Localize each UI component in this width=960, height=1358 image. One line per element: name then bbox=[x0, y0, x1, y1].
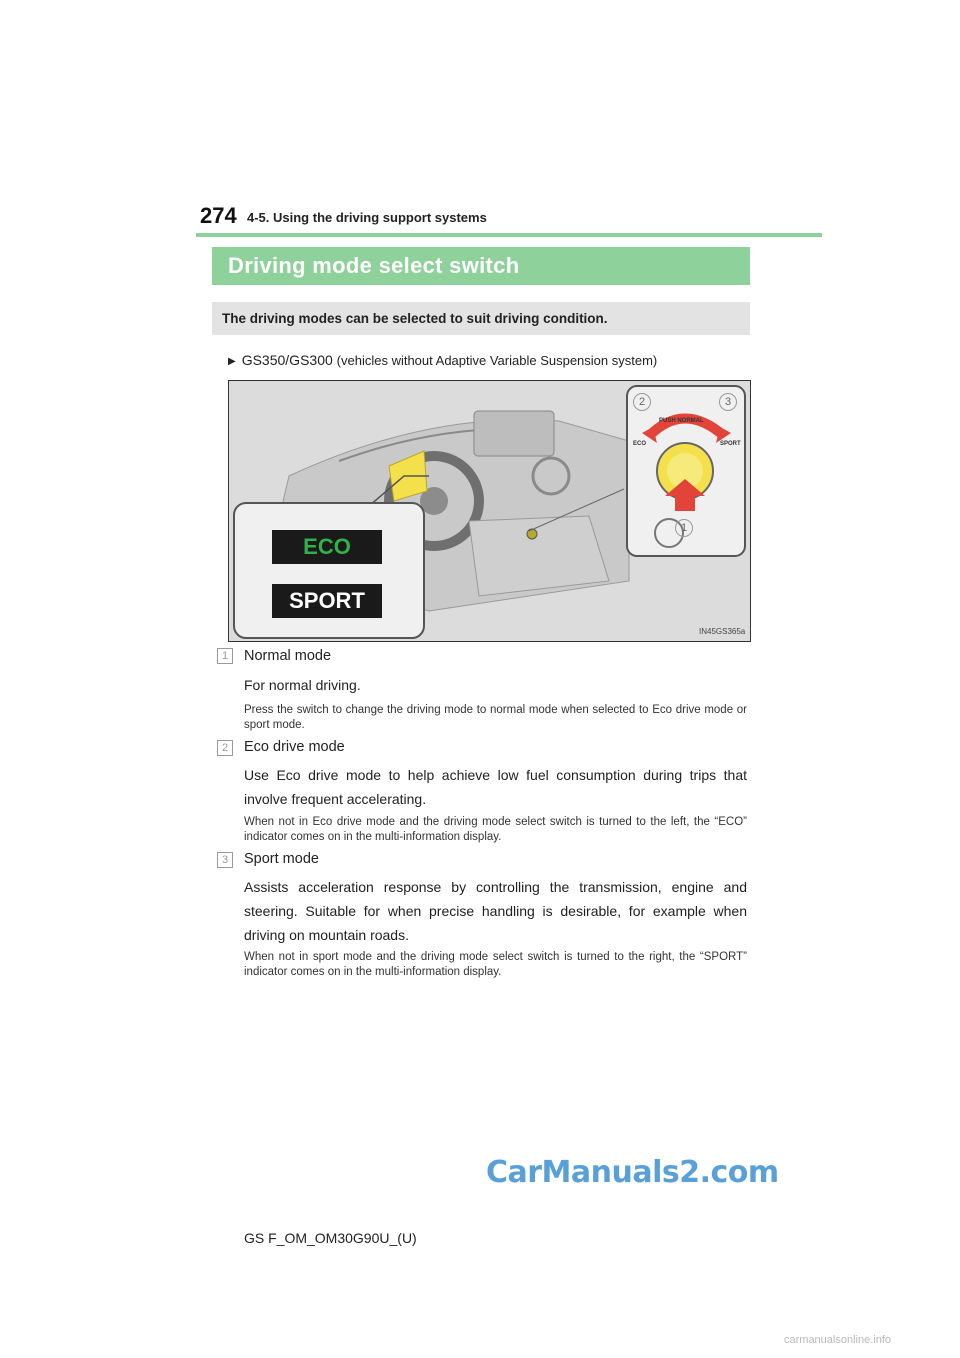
mode-number-2: 2 bbox=[217, 740, 233, 756]
header-rule bbox=[196, 233, 822, 237]
dashboard-illustration bbox=[228, 380, 751, 642]
title-bar bbox=[212, 247, 750, 285]
variant-model: GS350/GS300 bbox=[241, 352, 333, 368]
eco-indicator: ECO bbox=[303, 534, 351, 559]
dial-label-sport: SPORT bbox=[720, 441, 741, 447]
intro-text: The driving modes can be selected to suit driving condition. bbox=[222, 311, 608, 326]
mode-note-normal: Press the switch to change the driving mode to normal mode when selected to Eco drive mode or sport mode. bbox=[244, 704, 747, 731]
watermark-secondary: carmanualsonline.info bbox=[784, 1334, 892, 1346]
dial-label-push-normal: PUSH NORMAL bbox=[659, 418, 704, 424]
callout-2: 2 bbox=[633, 393, 651, 411]
footer-code: GS F_OM_OM30G90U_(U) bbox=[244, 1230, 417, 1246]
mode-description-sport: Assists acceleration response by controlling the transmission, engine and steering. Suitable for when precise handling is desirable, for example when driving on mountain roads. bbox=[244, 879, 747, 943]
bullet-triangle-icon: ▶ bbox=[228, 356, 236, 367]
variant-line bbox=[228, 352, 657, 368]
mode-description-normal: For normal driving. bbox=[244, 677, 361, 693]
callout-3: 3 bbox=[719, 393, 737, 411]
variant-qualifier: (vehicles without Adaptive Variable Suspension system) bbox=[336, 353, 658, 368]
figure-code: IN45GS365a bbox=[699, 627, 746, 636]
mode-number-1: 1 bbox=[217, 648, 233, 664]
watermark-logo: CarManuals2.com bbox=[486, 1155, 779, 1190]
section-path: 4-5. Using the driving support systems bbox=[247, 210, 487, 225]
dial-label-eco: ECO bbox=[633, 441, 647, 447]
mode-note-eco: When not in Eco drive mode and the driving mode select switch is turned to the left, the “ECO” indicator comes on in the multi-information display. bbox=[244, 816, 747, 843]
mode-title-eco: Eco drive mode bbox=[244, 739, 345, 755]
sport-indicator: SPORT bbox=[289, 588, 365, 613]
page-title: Driving mode select switch bbox=[228, 253, 520, 278]
mode-title-normal: Normal mode bbox=[244, 648, 332, 664]
intro-box bbox=[212, 302, 750, 335]
callout-1: 1 bbox=[675, 519, 693, 537]
mode-note-sport: When not in sport mode and the driving mode select switch is turned to the right, the “SPORT” indicator comes on in the multi-information display. bbox=[244, 951, 747, 978]
mode-number-3: 3 bbox=[217, 852, 233, 868]
page-number: 274 bbox=[200, 203, 237, 228]
mode-title-sport: Sport mode bbox=[244, 851, 319, 867]
mode-description-eco: Use Eco drive mode to help achieve low fuel consumption during trips that involve frequent accelerating. bbox=[244, 767, 747, 807]
